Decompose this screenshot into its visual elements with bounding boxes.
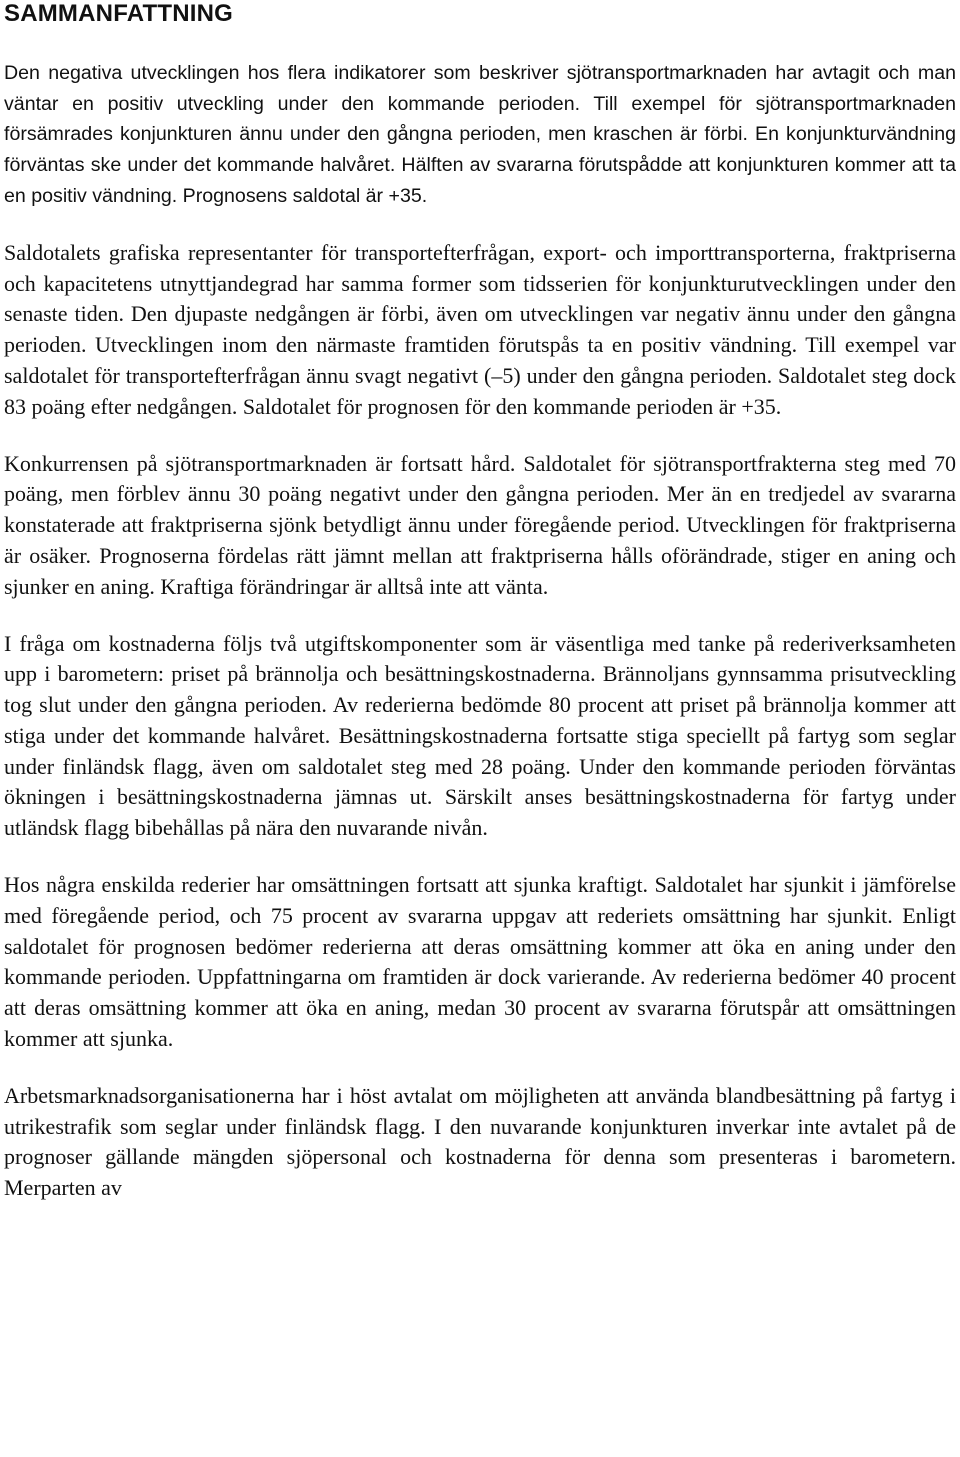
paragraph-5: Hos några enskilda rederier har omsättningen fortsatt att sjunka kraftigt. Saldotalet har sjunkit i jämförelse med föregående period, och 75 procent av svararna uppgav att rederiets omsättning har sjunkit. Enligt saldotalet för prognosen bedömer rederierna att deras omsättning kommer att öka en aning under den kommande perioden. Uppfattningarna om framtiden är dock varierande. Av rederierna bedömer 40 procent att deras omsättning kommer att öka en aning, medan 30 procent av svararna förutspår att omsättningen kommer att sjunka.: [4, 872, 956, 1051]
paragraph-3: Konkurrensen på sjötransportmarknaden är fortsatt hård. Saldotalet för sjötransportfrakterna steg med 70 poäng, men förblev ännu 30 poäng negativt under den gångna perioden. Mer än en tredjedel av svararna konstaterade att fraktpriserna sjönk betydligt ännu under föregående period. Utvecklingen för fraktpriserna är osäker. Prognoserna fördelas rätt jämnt mellan att fraktpriserna hålls oförändrade, stiger en aning och sjunker en aning. Kraftiga förändringar är alltså inte att vänta.: [4, 450, 956, 599]
page-heading: SAMMANFATTNING: [4, 0, 233, 27]
paragraph-2: Saldotalets grafiska representanter för transportefterfrågan, export- och importtransporterna, fraktpriserna och kapacitetens utnyttjandegrad har samma former som tidsserien för konjunkturutvecklingen under den senaste tiden. Den djupaste nedgången är förbi, även om utvecklingen var negativ ännu under den gångna perioden. Utvecklingen inom den närmaste framtiden förutspås ta en positiv vändning. Till exempel var saldotalet för transportefterfrågan ännu svagt negativt (–5) under den gångna perioden. Saldotalet steg dock 83 poäng efter nedgången. Saldotalet för prognosen för den kommande perioden är +35.: [4, 240, 956, 419]
paragraph-1: Den negativa utvecklingen hos flera indikatorer som beskriver sjötransportmarknaden har avtagit och man väntar en positiv utveckling under den kommande perioden. Till exempel för sjötransportmarknaden försämrades konjunkturen ännu under den gångna perioden, men kraschen är förbi. En konjunkturvändning förväntas ske under det kommande halvåret. Hälften av svararna förutspådde att konjunkturen kommer att ta en positiv vändning. Prognosens saldotal är +35.: [4, 62, 956, 207]
paragraph-4: I fråga om kostnaderna följs två utgiftskomponenter som är väsentliga med tanke på rederiverksamheten upp i barometern: priset på brännolja och besättningskostnaderna. Brännoljans gynnsamma prisutveckling tog slut under den gångna perioden. Av rederierna bedömde 80 procent att priset på brännolja kommer att stiga under det kommande halvåret. Besättningskostnaderna fortsatte stiga speciellt på fartyg som seglar under finländsk flagg, även om saldotalet steg med 28 poäng. Under den kommande perioden förväntas ökningen i besättningskostnaderna jämnas ut. Särskilt anses besättningskostnaderna för fartyg under utländsk flagg bibehållas på nära den nuvarande nivån.: [4, 630, 956, 840]
paragraph-6: Arbetsmarknadsorganisationerna har i höst avtalat om möjligheten att använda blandbesättning på fartyg i utrikestrafik som seglar under finländsk flagg. I den nuvarande konjunkturen inverkar inte avtalet på de prognoser gällande mängden sjöpersonal och kostnaderna för denna som presenteras i barometern. Merparten av: [4, 1082, 956, 1200]
document-page: [4, 0, 956, 1204]
